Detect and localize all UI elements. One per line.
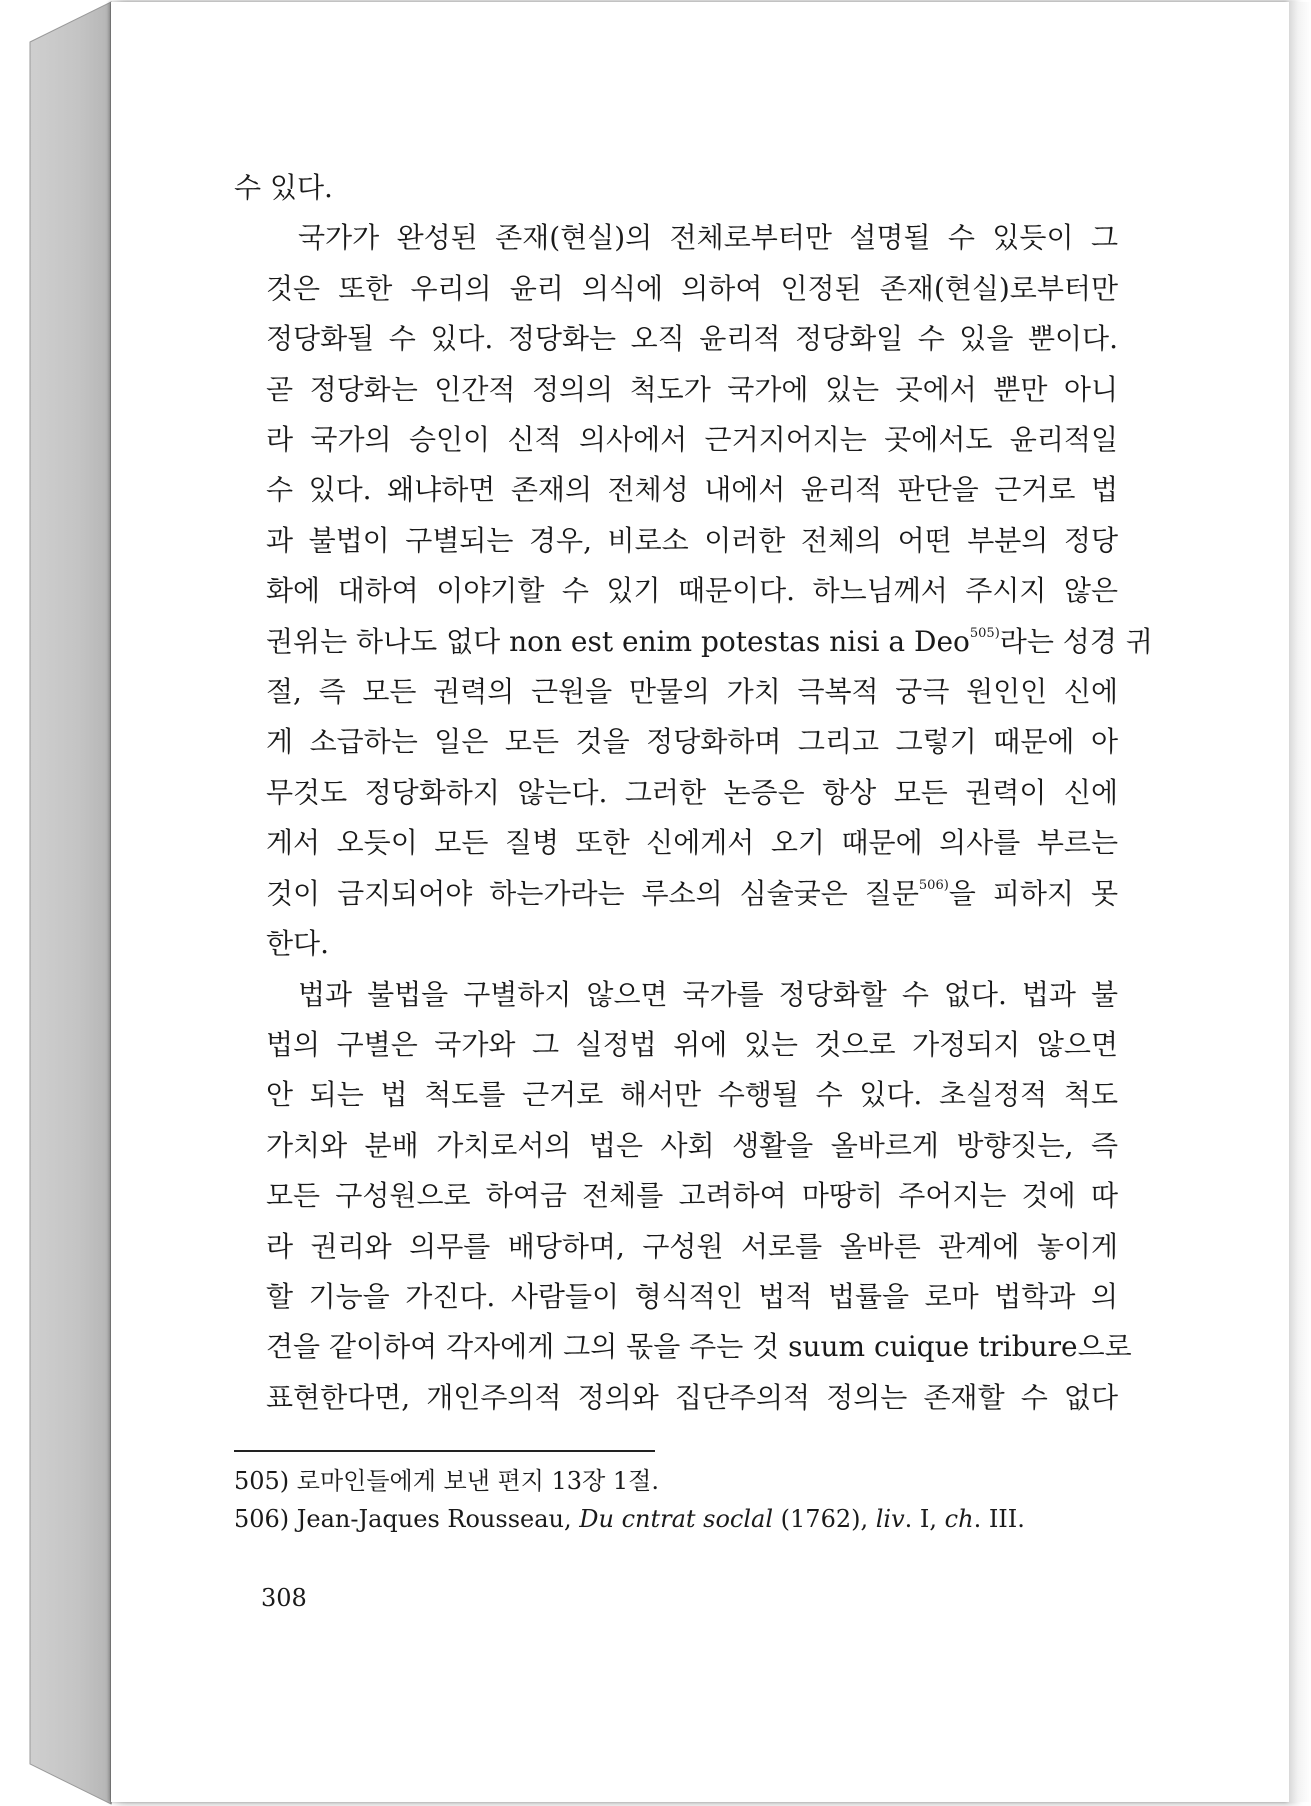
footnote-divider	[234, 1450, 655, 1452]
text-line: 국가가 완성된 존재(현실)의 전체로부터만 설명될 수 있듯이 그	[298, 221, 1118, 255]
footnote-ref-505: 505)	[969, 625, 1000, 641]
text-line: 정당화될 수 있다. 정당화는 오직 윤리적 정당화일 수 있을 뿐이다.	[266, 322, 1118, 356]
footnote-text: 506) Jean-Jaques Rousseau,	[234, 1505, 580, 1533]
text-line: 법의 구별은 국가와 그 실정법 위에 있는 것으로 가정되지 않으면	[266, 1027, 1118, 1061]
text-segment: 것이 금지되어야 하는가라는 루소의 심술궂은 질문	[266, 876, 919, 910]
text-line: 게 소급하는 일은 모든 것을 정당화하며 그리고 그렇기 때문에 아	[266, 725, 1118, 759]
text-line-with-footnote	[234, 617, 1153, 667]
footnote-text: (1762),	[773, 1505, 876, 1533]
text-segment: 권위는 하나도 없다 non est enim potestas nisi a Deo	[266, 624, 970, 658]
text-line: 가치와 분배 가치로서의 법은 사회 생활을 올바르게 방향짓는, 즉	[266, 1128, 1118, 1162]
footnotes	[234, 1462, 1114, 1538]
text-line: 게서 오듯이 모든 질병 또한 신에게서 오기 때문에 의사를 부르는	[266, 826, 1118, 860]
footnote-text: . III.	[973, 1505, 1025, 1533]
page-number: 308	[261, 1584, 307, 1612]
footnote-ref-506: 506)	[918, 877, 949, 893]
paragraph-3	[234, 970, 1132, 1424]
text-line: 곧 정당화는 인간적 정의의 척도가 국가에 있는 곳에서 뿐만 아니	[266, 372, 1118, 406]
text-line: 법과 불법을 구별하지 않으면 국가를 정당화할 수 없다. 법과 불	[298, 977, 1118, 1011]
text-line: 과 불법이 구별되는 경우, 비로소 이러한 전체의 어떤 부분의 정당	[266, 523, 1118, 557]
text-line: 모든 구성원으로 하여금 전체를 고려하여 마땅히 주어지는 것에 따	[266, 1179, 1118, 1213]
footnote-506	[234, 1500, 1114, 1538]
footnote-abbrev: liv	[875, 1505, 905, 1533]
text-line: 것은 또한 우리의 윤리 의식에 의하여 인정된 존재(현실)로부터만	[266, 271, 1118, 305]
footnote-book-title: Du cntrat soclal	[579, 1505, 774, 1533]
text-line: 절, 즉 모든 권력의 근원을 만물의 가치 극복적 궁극 원인인 신에	[266, 675, 1118, 709]
text-line: 화에 대하여 이야기할 수 있기 때문이다. 하느님께서 주시지 않은	[266, 574, 1118, 608]
paragraph-2	[234, 213, 1153, 969]
page-right-edge	[1289, 2, 1311, 1802]
footnote-abbrev: ch	[944, 1505, 974, 1533]
text-line-with-footnote	[234, 869, 1118, 919]
text-line: 한다.	[266, 927, 329, 961]
paragraph-1	[234, 163, 1118, 213]
body-text	[234, 163, 1153, 1423]
text-line: 표현한다면, 개인주의적 정의와 집단주의적 정의는 존재할 수 없다	[266, 1380, 1118, 1414]
text-line: 무것도 정당화하지 않는다. 그러한 논증은 항상 모든 권력이 신에	[266, 775, 1118, 809]
text-segment: 라는 성경 귀	[999, 624, 1153, 658]
footnote-text: . I,	[904, 1505, 945, 1533]
text-line: 수 있다.	[234, 171, 333, 204]
text-line: 라 권리와 의무를 배당하며, 구성원 서로를 올바른 관계에 놓이게	[266, 1229, 1118, 1263]
text-line: 할 기능을 가진다. 사람들이 형식적인 법적 법률을 로마 법학과 의	[266, 1279, 1118, 1313]
footnote-505: 505) 로마인들에게 보낸 편지 13장 1절.	[234, 1467, 659, 1495]
text-line: 안 되는 법 척도를 근거로 해서만 수행될 수 있다. 초실정적 척도	[266, 1078, 1118, 1112]
text-line: 수 있다. 왜냐하면 존재의 전체성 내에서 윤리적 판단을 근거로 법	[266, 473, 1118, 507]
text-line: 라 국가의 승인이 신적 의사에서 근거지어지는 곳에서도 윤리적일	[266, 423, 1118, 457]
text-segment: 을 피하지 못	[948, 876, 1118, 910]
text-line: 견을 같이하여 각자에게 그의 몫을 주는 것 suum cuique tribure으로	[266, 1330, 1132, 1364]
